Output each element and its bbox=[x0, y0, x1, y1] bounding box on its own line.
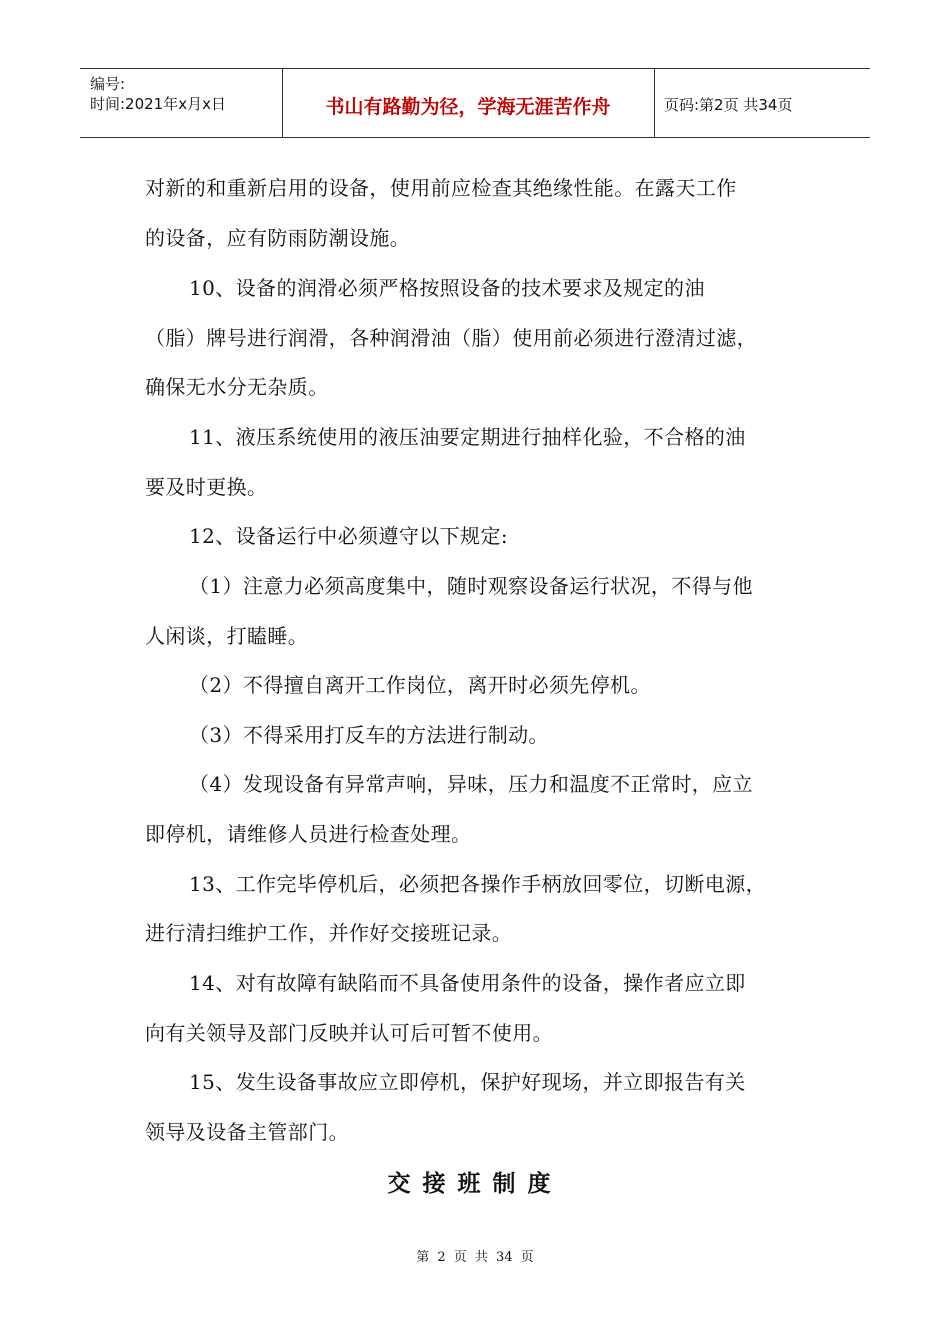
body-line: 的设备，应有防雨防潮设施。 bbox=[145, 226, 411, 250]
body-line: 对新的和重新启用的设备，使用前应检查其绝缘性能。在露天工作 bbox=[145, 176, 737, 200]
body-line: 确保无水分无杂质。 bbox=[145, 375, 329, 399]
header-meta-cell bbox=[80, 69, 283, 137]
header-page-cell bbox=[654, 69, 870, 137]
document-date-label: 时间:2021年x月x日 bbox=[90, 95, 226, 113]
page-footer: 第 2 页 共 34 页 bbox=[416, 1250, 534, 1265]
body-line: 11、液压系统使用的液压油要定期进行抽样化验，不合格的油 bbox=[189, 425, 746, 449]
section-title: 交接班制度 bbox=[387, 1170, 563, 1197]
document-number-label: 编号: bbox=[90, 75, 126, 93]
body-line: 12、设备运行中必须遵守以下规定: bbox=[189, 524, 508, 548]
body-line: （1）注意力必须高度集中，随时观察设备运行状况，不得与他 bbox=[189, 574, 753, 598]
body-line: 即停机，请维修人员进行检查处理。 bbox=[145, 822, 472, 846]
body-line: 15、发生设备事故应立即停机，保护好现场，并立即报告有关 bbox=[189, 1070, 746, 1094]
body-line: 要及时更换。 bbox=[145, 475, 268, 499]
body-line: 14、对有故障有缺陷而不具备使用条件的设备，操作者应立即 bbox=[189, 971, 746, 995]
body-line: （3）不得采用打反车的方法进行制动。 bbox=[189, 723, 549, 747]
body-line: 领导及设备主管部门。 bbox=[145, 1120, 349, 1144]
body-line: 进行清扫维护工作，并作好交接班记录。 bbox=[145, 921, 513, 945]
header-page-info: 页码:第2页 共34页 bbox=[664, 96, 793, 114]
body-line: 13、工作完毕停机后，必须把各操作手柄放回零位，切断电源， bbox=[189, 872, 767, 896]
body-line: 人闲谈，打瞌睡。 bbox=[145, 624, 309, 648]
body-line: 向有关领导及部门反映并认可后可暂不使用。 bbox=[145, 1021, 553, 1045]
body-line: （脂）牌号进行润滑，各种润滑油（脂）使用前必须进行澄清过滤， bbox=[145, 326, 757, 350]
body-line: （2）不得擅自离开工作岗位，离开时必须先停机。 bbox=[189, 673, 651, 697]
body-line: 10、设备的润滑必须严格按照设备的技术要求及规定的油 bbox=[189, 276, 705, 300]
page-header bbox=[80, 68, 870, 138]
header-motto-cell bbox=[282, 69, 655, 137]
body-line: （4）发现设备有异常声响，异味，压力和温度不正常时，应立 bbox=[189, 772, 753, 796]
header-motto: 书山有路勤为径，学海无涯苦作舟 bbox=[325, 96, 611, 118]
